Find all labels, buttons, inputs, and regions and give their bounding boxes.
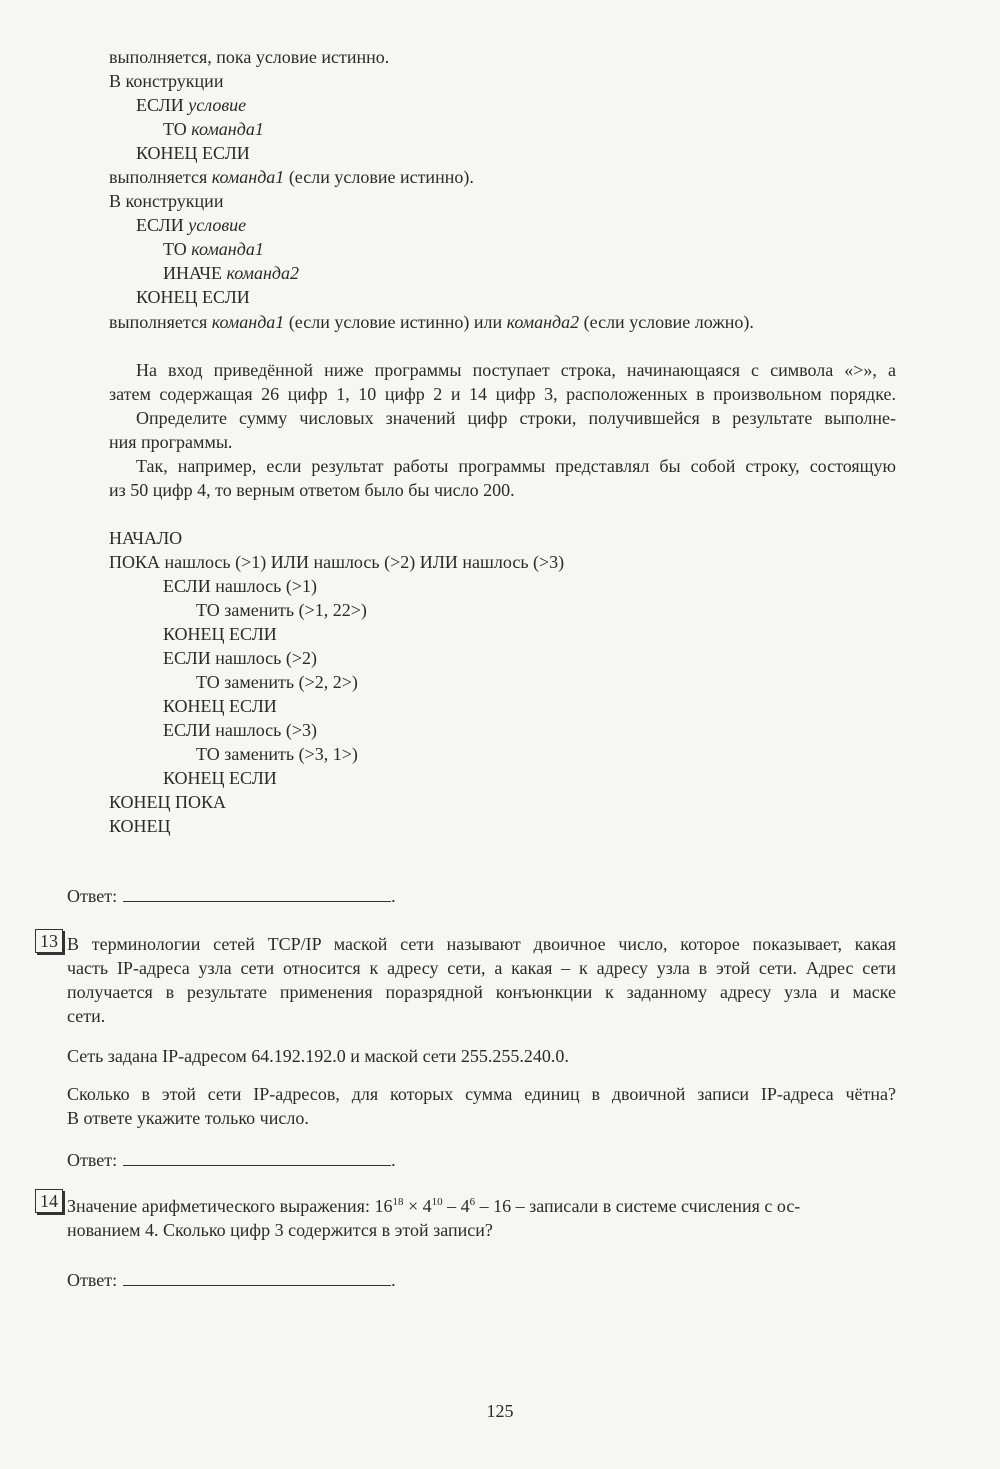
task12-text: Определите сумму числовых значений цифр строки, получившейся в результате выполне- — [136, 408, 896, 428]
code-line: ЕСЛИ нашлось (>2) — [163, 648, 318, 668]
text-line: ИНАЧЕ команда2 — [163, 263, 300, 283]
task12-text: На вход приведённой ниже программы поступает строка, начинающаяся с символа «>», а — [136, 360, 896, 380]
task13-text: получается в результате применения поразрядной конъюнкции к заданному адресу узла и маске — [67, 982, 896, 1002]
answer-label: Ответ: — [67, 1150, 118, 1170]
code-line: ЕСЛИ нашлось (>3) — [163, 720, 318, 740]
code-line: КОНЕЦ ЕСЛИ — [163, 768, 277, 788]
answer-row: Ответ: . — [67, 1150, 396, 1170]
question-number: 14 — [35, 1189, 63, 1213]
text-line: В конструкции — [109, 71, 224, 91]
task13-text: В терминологии сетей TCP/IP маской сети называют двоичное число, которое показывает, какая — [67, 934, 896, 954]
task14-text: нованием 4. Сколько цифр 3 содержится в этой записи? — [67, 1220, 493, 1240]
code-line: НАЧАЛО — [109, 528, 183, 548]
text-line: КОНЕЦ ЕСЛИ — [136, 287, 250, 307]
task13-text: сети. — [67, 1006, 106, 1026]
task13-text: Сеть задана IP-адресом 64.192.192.0 и маской сети 255.255.240.0. — [67, 1046, 569, 1066]
text-line: ТО команда1 — [163, 119, 264, 139]
answer-field[interactable] — [123, 885, 391, 902]
task14-text: Значение арифметического выражения: $16^{18} \times 4^{10} - 4^6 - 16$ – записали в системе счисления с ос- — [67, 1196, 801, 1216]
code-line: КОНЕЦ ЕСЛИ — [163, 624, 277, 644]
answer-field[interactable] — [123, 1269, 391, 1286]
text-line: выполняется, пока условие истинно. — [109, 47, 390, 67]
answer-field[interactable] — [123, 1149, 391, 1166]
answer-row: Ответ: . — [67, 1270, 396, 1290]
code-line: ЕСЛИ нашлось (>1) — [163, 576, 318, 596]
text-line: КОНЕЦ ЕСЛИ — [136, 143, 250, 163]
task12-text: Так, например, если результат работы программы представлял бы собой строку, состоящую — [136, 456, 896, 476]
code-line: ТО заменить (>2, 2>) — [196, 672, 358, 692]
text-line: выполняется команда1 (если условие истинно) или команда2 (если условие ложно). — [109, 312, 754, 332]
task13-text: часть IP-адреса узла сети относится к адресу сети, а какая – к адресу узла в этой сети. Адрес сети — [67, 958, 896, 978]
task12-text: из 50 цифр 4, то верным ответом было бы число 200. — [109, 480, 515, 500]
task12-text: затем содержащая 26 цифр 1, 10 цифр 2 и 14 цифр 3, расположенных в произвольном порядке. — [109, 384, 896, 404]
task13-text: В ответе укажите только число. — [67, 1108, 309, 1128]
task13-text: Сколько в этой сети IP-адресов, для которых сумма единиц в двоичной записи IP-адреса чётна? — [67, 1084, 896, 1104]
code-line: КОНЕЦ ЕСЛИ — [163, 696, 277, 716]
task12-text: ния программы. — [109, 432, 233, 452]
text-line: В конструкции — [109, 191, 224, 211]
text-line: ЕСЛИ условие — [136, 215, 247, 235]
code-line: КОНЕЦ ПОКА — [109, 792, 227, 812]
code-line: ПОКА нашлось (>1) ИЛИ нашлось (>2) ИЛИ нашлось (>3) — [109, 552, 565, 572]
page-number: 125 — [486, 1401, 514, 1421]
code-line: КОНЕЦ — [109, 816, 171, 836]
answer-row: Ответ: . — [67, 886, 396, 906]
text-line: ЕСЛИ условие — [136, 95, 247, 115]
code-line: ТО заменить (>3, 1>) — [196, 744, 358, 764]
code-line: ТО заменить (>1, 22>) — [196, 600, 367, 620]
text-line: ТО команда1 — [163, 239, 264, 259]
answer-label: Ответ: — [67, 886, 118, 906]
text-line: выполняется команда1 (если условие истинно). — [109, 167, 474, 187]
question-number: 13 — [35, 929, 63, 953]
answer-label: Ответ: — [67, 1270, 118, 1290]
